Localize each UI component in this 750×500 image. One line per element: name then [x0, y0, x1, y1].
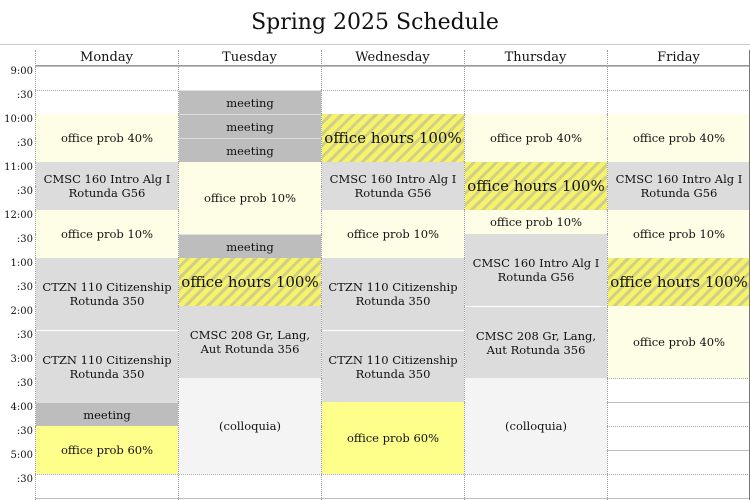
event-office-hours[interactable]: office hours 100% — [608, 258, 750, 306]
event-meeting[interactable]: meeting — [179, 90, 321, 114]
event-office-hours[interactable]: office hours 100% — [465, 162, 607, 210]
event-class[interactable]: CMSC 160 Intro Alg I Rotunda G56 — [608, 162, 750, 210]
day-header-wednesday: Wednesday — [321, 50, 464, 66]
event-office-prob[interactable]: office prob 60% — [36, 426, 178, 474]
column-divider — [607, 50, 608, 500]
time-label: :30 — [16, 474, 33, 485]
event-meeting[interactable]: meeting — [179, 234, 321, 258]
event-class[interactable]: CTZN 110 Citizenship Rotunda 350 — [322, 258, 464, 330]
event-office-prob[interactable]: office prob 40% — [608, 306, 750, 378]
event-colloquia[interactable]: (colloquia) — [465, 378, 607, 474]
event-office-prob[interactable]: office prob 10% — [179, 162, 321, 234]
event-office-prob[interactable]: office prob 40% — [465, 114, 607, 162]
time-label: :30 — [16, 426, 33, 437]
time-label: 12:00 — [4, 210, 33, 221]
event-class[interactable]: CTZN 110 Citizenship Rotunda 350 — [322, 330, 464, 402]
gridline — [35, 66, 750, 67]
event-office-prob[interactable]: office prob 10% — [608, 210, 750, 258]
time-label: :30 — [16, 330, 33, 341]
gridline — [35, 90, 750, 91]
time-label: 2:00 — [10, 306, 33, 317]
event-office-prob[interactable]: office prob 60% — [322, 402, 464, 474]
event-colloquia[interactable]: (colloquia) — [179, 378, 321, 474]
time-label: 1:00 — [10, 258, 33, 269]
day-header-tuesday: Tuesday — [178, 50, 321, 66]
column-divider — [35, 50, 36, 500]
event-class[interactable]: CTZN 110 Citizenship Rotunda 350 — [36, 330, 178, 402]
event-office-prob[interactable]: office prob 10% — [322, 210, 464, 258]
time-label: 11:00 — [4, 162, 33, 173]
day-header-monday: Monday — [35, 50, 178, 66]
schedule-grid — [0, 50, 750, 500]
day-header-thursday: Thursday — [464, 50, 607, 66]
event-meeting[interactable]: meeting — [36, 402, 178, 426]
time-label: 3:00 — [10, 354, 33, 365]
time-label: 4:00 — [10, 402, 33, 413]
event-class[interactable]: CMSC 208 Gr, Lang, Aut Rotunda 356 — [179, 306, 321, 378]
time-label: :30 — [16, 282, 33, 293]
time-label: :30 — [16, 90, 33, 101]
event-class[interactable]: CMSC 208 Gr, Lang, Aut Rotunda 356 — [465, 306, 607, 378]
column-divider — [178, 50, 179, 500]
time-label: :30 — [16, 234, 33, 245]
time-label: :30 — [16, 138, 33, 149]
time-label: 10:00 — [4, 114, 33, 125]
schedule-title: Spring 2025 Schedule — [0, 0, 750, 45]
time-label: :30 — [16, 186, 33, 197]
event-office-hours[interactable]: office hours 100% — [322, 114, 464, 162]
event-class[interactable]: CTZN 110 Citizenship Rotunda 350 — [36, 258, 178, 330]
gridline — [35, 498, 750, 499]
column-divider — [321, 50, 322, 500]
day-header-friday: Friday — [607, 50, 750, 66]
event-office-prob[interactable]: office prob 40% — [36, 114, 178, 162]
event-meeting[interactable]: meeting — [179, 114, 321, 138]
event-class[interactable]: CMSC 160 Intro Alg I Rotunda G56 — [322, 162, 464, 210]
event-class[interactable]: CMSC 160 Intro Alg I Rotunda G56 — [465, 234, 607, 306]
time-label: 5:00 — [10, 450, 33, 461]
event-office-prob[interactable]: office prob 40% — [608, 114, 750, 162]
event-office-prob[interactable]: office prob 10% — [465, 210, 607, 234]
event-office-prob[interactable]: office prob 10% — [36, 210, 178, 258]
time-label: :30 — [16, 378, 33, 389]
column-divider — [464, 50, 465, 500]
event-class[interactable]: CMSC 160 Intro Alg I Rotunda G56 — [36, 162, 178, 210]
time-label: 9:00 — [10, 66, 33, 77]
gridline — [35, 474, 750, 475]
event-office-hours[interactable]: office hours 100% — [179, 258, 321, 306]
event-meeting[interactable]: meeting — [179, 138, 321, 162]
